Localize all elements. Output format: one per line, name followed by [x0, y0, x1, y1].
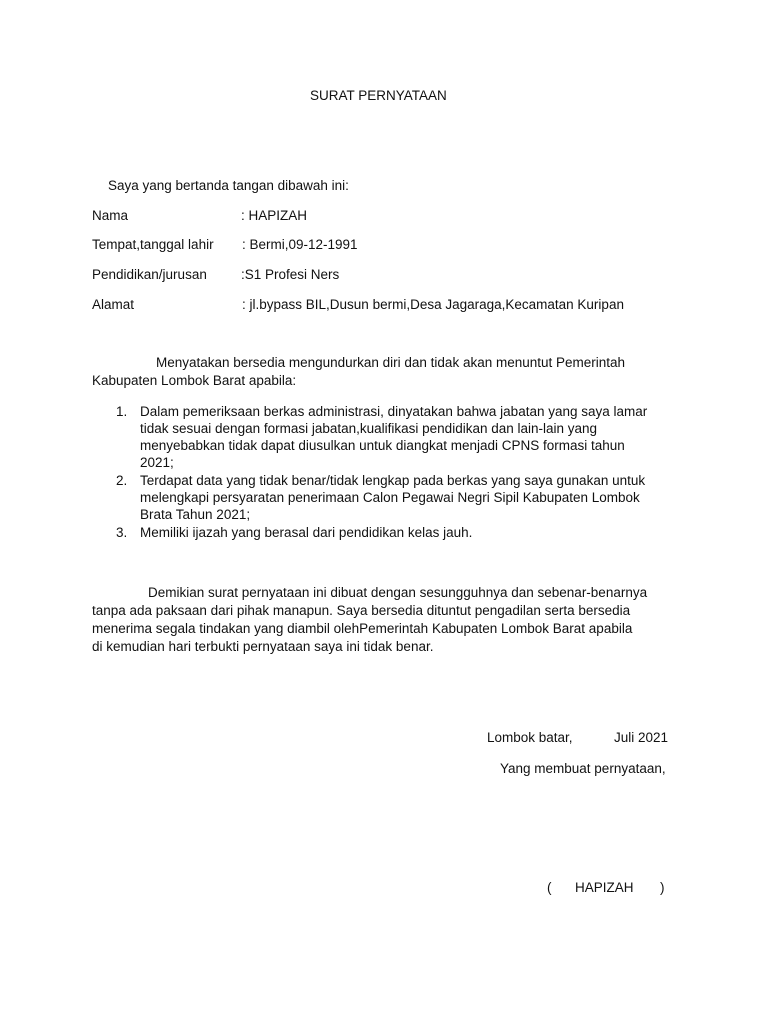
list-item-line: tidak sesuai dengan formasi jabatan,kualifikasi pendidikan dan lain-lain yang — [140, 421, 598, 436]
list-item-number: 2. — [116, 473, 128, 488]
closing-line-2: tanpa ada paksaan dari pihak manapun. Saya bersedia dituntut pengadilan serta bersedia — [92, 603, 631, 618]
list-item — [92, 524, 647, 541]
signature-name: HAPIZAH — [575, 880, 634, 895]
statement-line-2: Kabupaten Lombok Barat apabila: — [92, 373, 297, 388]
field-value-nama: : HAPIZAH — [241, 208, 308, 223]
closing-line-1: Demikian surat pernyataan ini dibuat dengan sesungguhnya dan sebenar-benarnya — [148, 585, 648, 600]
closing-line-3: menerima segala tindakan yang diambil olehPemerintah Kabupaten Lombok Barat apabila — [92, 621, 633, 636]
field-label-nama: Nama — [92, 208, 129, 223]
signature-place: Lombok batar, — [487, 730, 573, 745]
field-label-ttl: Tempat,tanggal lahir — [92, 237, 214, 252]
field-value-alamat: : jl.bypass BIL,Dusun bermi,Desa Jagaraga,Kecamatan Kuripan — [242, 297, 624, 312]
conditions-list — [92, 403, 647, 542]
field-value-ttl: : Bermi,09-12-1991 — [242, 237, 358, 252]
signature-maker-label: Yang membuat pernyataan, — [500, 761, 666, 776]
signature-close-paren: ) — [660, 880, 665, 895]
statement-line-1: Menyatakan bersedia mengundurkan diri dan tidak akan menuntut Pemerintah — [156, 355, 626, 370]
list-item-line: 2021; — [140, 455, 174, 470]
list-item-number: 3. — [116, 525, 128, 540]
closing-paragraph — [92, 584, 647, 656]
list-item-line: menyebabkan tidak dapat diusulkan untuk diangkat menjadi CPNS formasi tahun — [140, 438, 625, 453]
signature-open-paren: ( — [547, 880, 552, 895]
closing-line-4: di kemudian hari terbukti pernyataan saya ini tidak benar. — [92, 639, 434, 654]
field-label-pendidikan: Pendidikan/jurusan — [92, 267, 207, 282]
list-item-line: melengkapi persyaratan penerimaan Calon Pegawai Negri Sipil Kabupaten Lombok — [140, 490, 640, 505]
intro-text: Saya yang bertanda tangan dibawah ini: — [108, 178, 349, 193]
list-item-line: Brata Tahun 2021; — [140, 507, 251, 522]
list-item — [92, 472, 647, 523]
field-label-alamat: Alamat — [92, 297, 135, 312]
list-item — [92, 403, 647, 471]
list-item-line: Terdapat data yang tidak benar/tidak lengkap pada berkas yang saya gunakan untuk — [140, 473, 646, 488]
letter-title: SURAT PERNYATAAN — [310, 88, 447, 103]
list-item-line: Memiliki ijazah yang berasal dari pendidikan kelas jauh. — [140, 525, 473, 540]
statement-paragraph — [92, 354, 625, 390]
list-item-line: Dalam pemeriksaan berkas administrasi, dinyatakan bahwa jabatan yang saya lamar — [140, 404, 648, 419]
list-item-number: 1. — [116, 404, 128, 419]
field-value-pendidikan: :S1 Profesi Ners — [241, 267, 340, 282]
signature-date: Juli 2021 — [614, 730, 669, 745]
